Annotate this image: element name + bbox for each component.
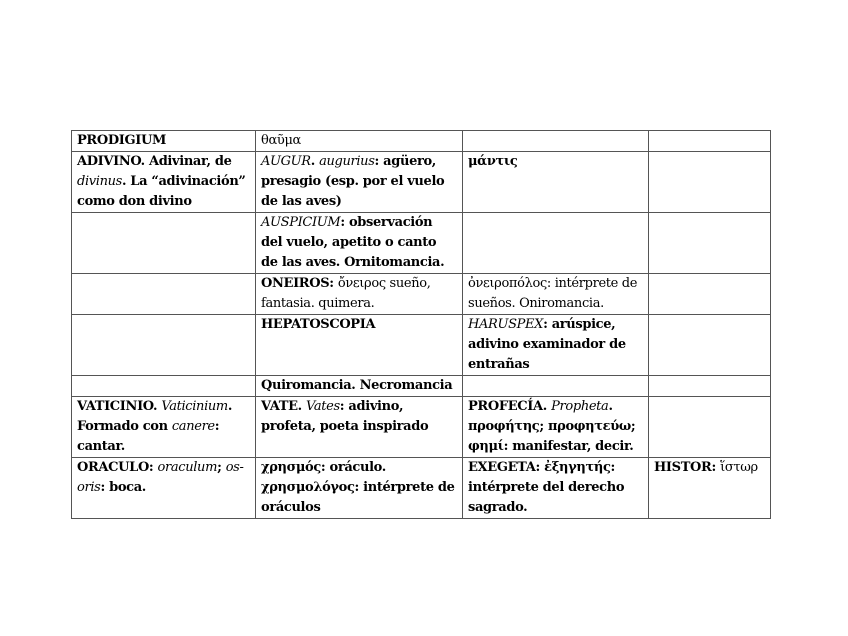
cell-text-run: HARUSPEX (468, 317, 544, 332)
table-row (72, 131, 771, 152)
cell-text-run: augurius (319, 154, 375, 169)
table-row (72, 376, 771, 397)
cell-col3 (463, 274, 649, 315)
lexicon-table (71, 130, 771, 519)
cell-text-run: θαῦμα (261, 133, 301, 148)
cell-text-run: os-oris (77, 460, 244, 495)
cell-text-run: : observación del vuelo, apetito o canto de las aves. Ornitomancia. (261, 215, 445, 270)
table-row (72, 274, 771, 315)
cell-text-run: HEPATOSCOPIA (261, 317, 376, 332)
cell-text-run: AUGUR (261, 154, 311, 169)
cell-col2 (256, 274, 463, 315)
table-row (72, 397, 771, 458)
cell-text-run: VATICINIO. (77, 399, 162, 414)
cell-col4 (649, 152, 771, 213)
cell-text-run: . (310, 154, 320, 169)
cell-col4 (649, 397, 771, 458)
cell-text-run: ὄνειρος sueño, fantasia. quimera. (261, 276, 431, 311)
cell-text-run: ORACULO: (77, 460, 158, 475)
cell-text-run: : agüero, presagio (esp. por el vuelo de las aves) (261, 154, 445, 209)
cell-text-run: Quiromancia. Necromancia (261, 378, 453, 393)
cell-col1 (72, 315, 256, 376)
cell-text-run: Vates (306, 399, 340, 414)
cell-text-run: μάντις (468, 154, 518, 169)
cell-col4 (649, 213, 771, 274)
cell-text-run: : adivino, profeta, poeta inspirado (261, 399, 429, 434)
cell-col4 (649, 131, 771, 152)
table-row (72, 315, 771, 376)
cell-col4 (649, 458, 771, 519)
cell-text-run: PROFECÍA. (468, 399, 552, 414)
cell-text-run: oraculum (157, 460, 218, 475)
cell-text-run: ἵστωρ (720, 460, 758, 475)
cell-text-run: HISTOR: (654, 460, 721, 475)
cell-text-run: PRODIGIUM (77, 133, 167, 148)
cell-text-run: : arúspice, adivino examinador de entrañas (468, 317, 626, 372)
cell-text-run: ONEIROS: (261, 276, 338, 291)
cell-col3 (463, 213, 649, 274)
cell-col2 (256, 397, 463, 458)
cell-col1 (72, 213, 256, 274)
table-row (72, 458, 771, 519)
cell-text-run: : cantar. (77, 419, 220, 454)
cell-col1 (72, 152, 256, 213)
cell-col3 (463, 131, 649, 152)
table-row (72, 213, 771, 274)
cell-col2 (256, 131, 463, 152)
cell-text-run: ; (217, 460, 226, 475)
cell-text-run: Vaticinium (161, 399, 228, 414)
cell-col3 (463, 315, 649, 376)
cell-text-run: ὀνειροπόλος: intérprete de sueños. Oniromancia. (468, 276, 638, 311)
cell-col4 (649, 315, 771, 376)
cell-text-run: canere (171, 419, 215, 434)
cell-col4 (649, 376, 771, 397)
cell-col3 (463, 397, 649, 458)
cell-col1 (72, 458, 256, 519)
cell-col3 (463, 458, 649, 519)
cell-text-run: . Formado con (77, 399, 233, 434)
cell-text-run: divinus (77, 174, 122, 189)
cell-text-run: χρησμός: oráculo. χρησμολόγος: intérprete de oráculos (261, 460, 455, 515)
cell-col4 (649, 274, 771, 315)
cell-text-run: AUSPICIUM (261, 215, 341, 230)
cell-col2 (256, 213, 463, 274)
cell-col1 (72, 274, 256, 315)
cell-col3 (463, 152, 649, 213)
cell-text-run: EXEGETA: ἐξηγητής: intérprete del derecho sagrado. (468, 460, 625, 515)
table-body (72, 131, 771, 519)
cell-text-run: : boca. (100, 480, 146, 495)
cell-col1 (72, 397, 256, 458)
cell-text-run: ADIVINO. Adivinar, de (77, 154, 232, 169)
cell-col2 (256, 152, 463, 213)
table-row (72, 152, 771, 213)
cell-col2 (256, 458, 463, 519)
cell-col2 (256, 376, 463, 397)
cell-text-run: . προφήτης; προφητεύω; φημί: manifestar, decir. (468, 399, 636, 454)
cell-col1 (72, 131, 256, 152)
cell-col2 (256, 315, 463, 376)
cell-col3 (463, 376, 649, 397)
cell-text-run: . La “adivinación” como don divino (77, 174, 246, 209)
cell-text-run: Propheta (551, 399, 609, 414)
cell-text-run: VATE. (261, 399, 306, 414)
cell-col1 (72, 376, 256, 397)
